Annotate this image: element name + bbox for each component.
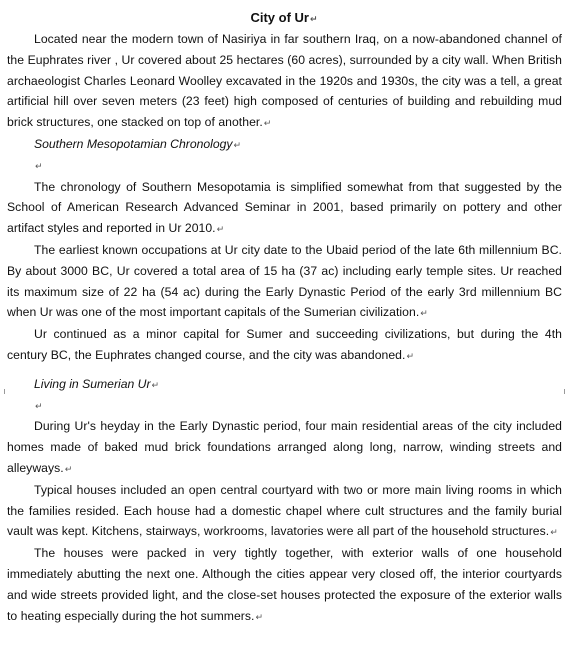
document-title: City of Ur↵ (250, 10, 318, 25)
paragraph-typical-houses: Typical houses included an open central courtyard with two or more main living rooms in which the families resided. Each house had a domestic chapel where cult structures and the family burial vault was kept. Kitchens, stairways, workrooms, lavatories were all part of the household structures.↵ (7, 482, 562, 539)
empty-line (34, 396, 568, 417)
page-break-gap (0, 367, 568, 374)
paragraph-mark: ↵ (35, 160, 43, 171)
paragraph-location: Located near the modern town of Nasiriya in far southern Iraq, on a now-abandoned channel of the Euphrates river , Ur covered about 25 hectares (60 acres), surrounded by a city wall. When British archaeologist Charles Leonard Woolley excavated in the 1920s and 1930s, the city was a tell, a great artificial hill over seven meters (23 feet) high composed of centuries of building and rebuilding mud brick structures, one stacked on top of another.↵ (7, 32, 562, 130)
margin-corner-left (4, 389, 5, 394)
paragraph-earliest-occupations: The earliest known occupations at Ur city date to the Ubaid period of the late 6th millennium BC. By about 3000 BC, Ur covered a total area of 15 ha (37 ac) including early temple sites. Ur reached its maximum size of 22 ha (54 ac) during the Early Dynastic Period of the early 3rd millennium BC when Ur was one of the most important capitals of the Sumerian civilization.↵ (7, 242, 562, 320)
paragraph-mark: ↵ (255, 611, 264, 622)
paragraph-mark: ↵ (35, 400, 43, 411)
paragraph-mark: ↵ (216, 224, 225, 235)
paragraph-mark: ↵ (233, 139, 242, 150)
empty-line (34, 156, 568, 177)
section-heading-living: Living in Sumerian Ur↵ (34, 376, 160, 391)
paragraph-mark: ↵ (550, 527, 558, 538)
paragraph-mark: ↵ (64, 463, 73, 474)
paragraph-mark: ↵ (309, 14, 318, 24)
paragraph-mark: ↵ (263, 118, 272, 129)
section-heading-chronology: Southern Mesopotamian Chronology↵ (34, 136, 242, 151)
paragraph-mark: ↵ (151, 379, 160, 390)
paragraph-minor-capital: Ur continued as a minor capital for Sumer and succeeding civilizations, but during the 4th century BC, the Euphrates changed course, and the city was abandoned.↵ (7, 327, 562, 362)
margin-corner-right (564, 389, 565, 394)
paragraph-packed-houses: The houses were packed in very tightly together, with exterior walls of one household immediately abutting the next one. Although the cities appear very closed off, the interior courtyards and wide streets provided light, and the close-set houses protected the exposure of the exterior walls to heating especially during the hot summers.↵ (7, 546, 562, 623)
paragraph-mark: ↵ (406, 350, 415, 361)
paragraph-mark: ↵ (420, 308, 428, 319)
paragraph-chronology: The chronology of Southern Mesopotamia is simplified somewhat from that suggested by the School of American Research Advanced Seminar in 2001, based primarily on pottery and other artifact styles and reported in Ur 2010.↵ (7, 179, 562, 236)
paragraph-residential-areas: During Ur's heyday in the Early Dynastic period, four main residential areas of the city included homes made of baked mud brick foundations arranged along long, narrow, winding streets and alleyways.↵ (7, 419, 562, 475)
